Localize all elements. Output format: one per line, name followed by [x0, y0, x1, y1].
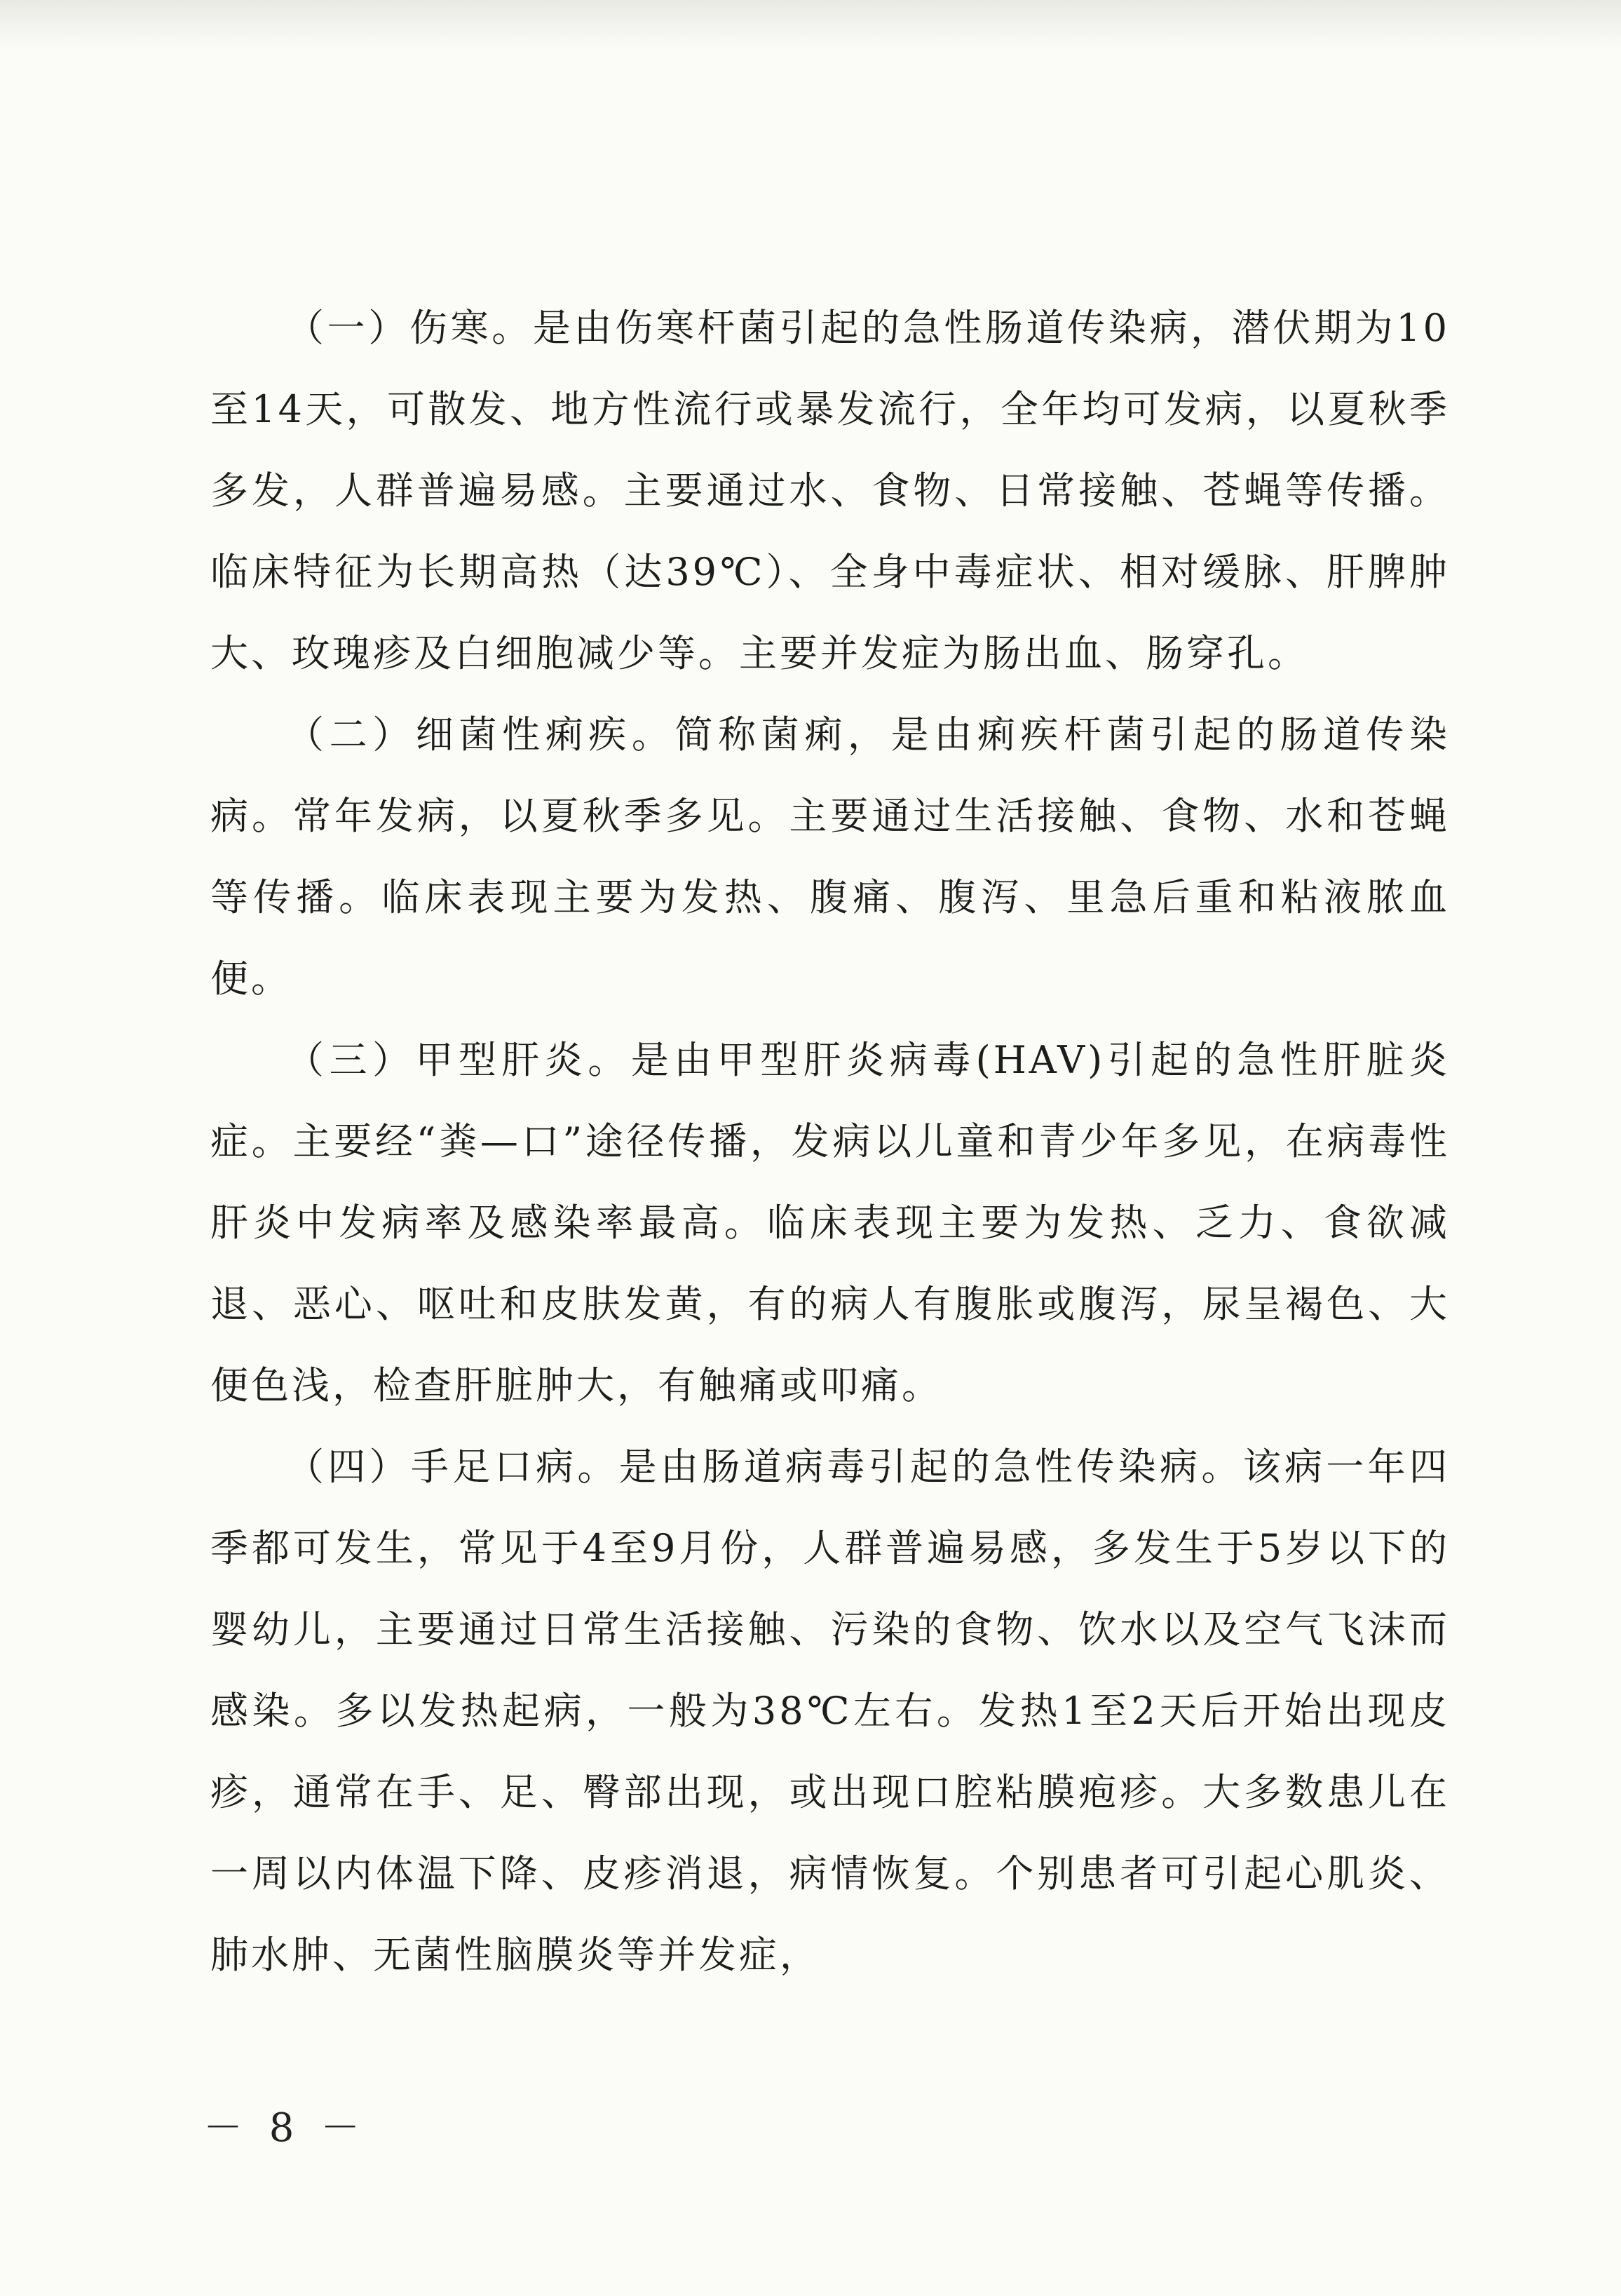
paragraph-bacillary-dysentery: （二）细菌性痢疾。简称菌痢，是由痢疾杆菌引起的肠道传染病。常年发病，以夏秋季多见。主要通过生活接触、食物、水和苍蝇等传播。临床表现主要为发热、腹痛、腹泻、里急后重和粘液脓血便。 [210, 713, 1450, 1001]
page-number: － 8 － [203, 2105, 367, 2151]
scan-edge [0, 0, 1621, 49]
document-body [210, 288, 1450, 1996]
paragraph-hand-foot-mouth: （四）手足口病。是由肠道病毒引起的急性传染病。该病一年四季都可发生，常见于4至9月份，人群普遍易感，多发生于5岁以下的婴幼儿，主要通过日常生活接触、污染的食物、饮水以及空气飞沫而感染。多以发热起病，一般为38℃左右。发热1至2天后开始出现皮疹，通常在手、足、臀部出现，或出现口腔粘膜疱疹。大多数患儿在一周以内体温下降、皮疹消退，病情恢复。个别患者可引起心肌炎、肺水肿、无菌性脑膜炎等并发症， [210, 1445, 1450, 1977]
paragraph-hepatitis-a: （三）甲型肝炎。是由甲型肝炎病毒(HAV)引起的急性肝脏炎症。主要经“粪—口”途径传播，发病以儿童和青少年多见，在病毒性肝炎中发病率及感染率最高。临床表现主要为发热、乏力、食欲减退、恶心、呕吐和皮肤发黄，有的病人有腹胀或腹泻，尿呈褐色、大便色浅，检查肝脏肿大，有触痛或叩痛。 [210, 1038, 1450, 1407]
paragraph-typhoid: （一）伤寒。是由伤寒杆菌引起的急性肠道传染病，潜伏期为10至14天，可散发、地方性流行或暴发流行，全年均可发病，以夏秋季多发，人群普遍易感。主要通过水、食物、日常接触、苍蝇等传播。临床特征为长期高热（达39℃）、全身中毒症状、相对缓脉、肝脾肿大、玫瑰疹及白细胞减少等。主要并发症为肠出血、肠穿孔。 [210, 306, 1450, 675]
